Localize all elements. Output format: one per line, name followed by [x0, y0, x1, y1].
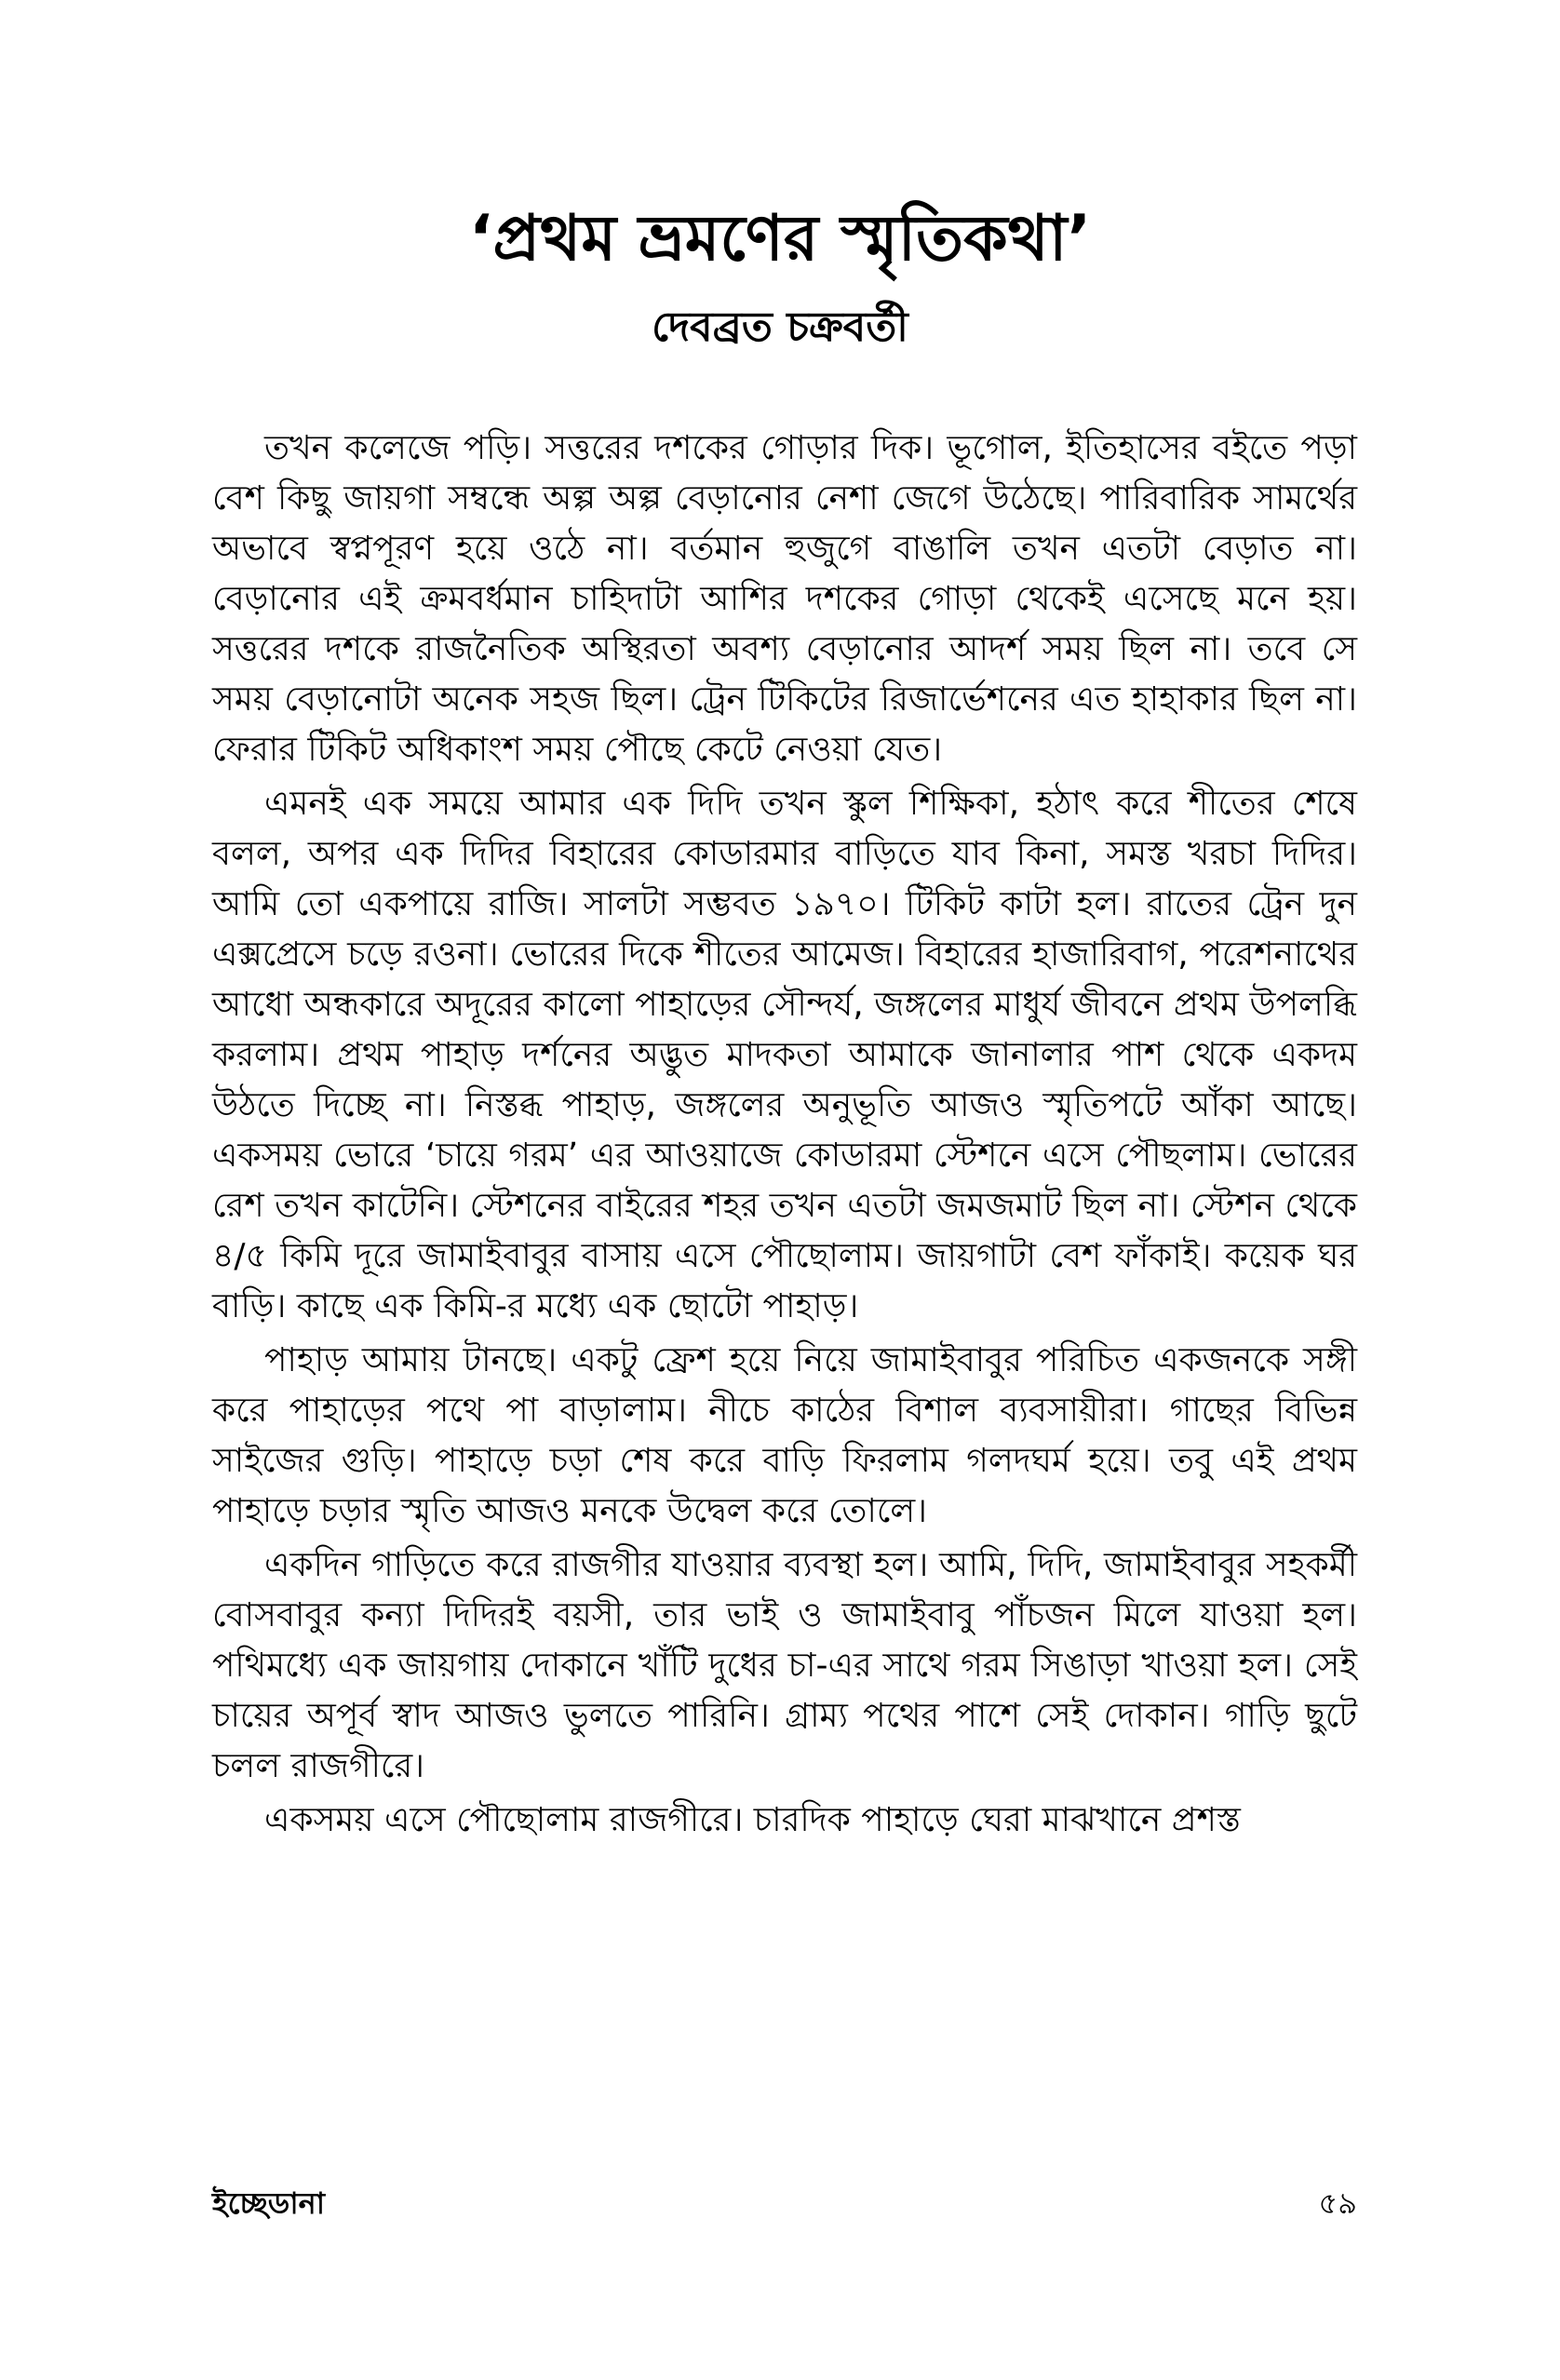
- article-title: ‘প্রথম ভ্রমণের স্মৃতিকথা’: [468, 202, 1092, 276]
- article-body: [212, 424, 1357, 1849]
- paragraph-1: তখন কলেজে পড়ি। সত্তরের দশকের গোড়ার দিক। ভূগোল, ইতিহাসের বইতে পড়া বেশ কিছু জায়গা সম্বন্ধে অল্প অল্প বেড়ানোর নেশা জেগে উঠেছে। পারিবারিক সামর্থের অভাবে স্বপ্নপূরণ হয়ে ওঠে না। বর্তমান হুজুগে বাঙালি তখন এতটা বেড়াত না। বেড়ানোর এই ক্রমবর্ধমান চাহিদাটা আশির দশকের গোড়া থেকেই এসেছে মনে হয়। সত্তরের দশকে রাজনৈতিক অস্থিরতা অবশ্য বেড়ানোর আদর্শ সময় ছিল না। তবে সে সময় বেড়ানোটা অনেক সহজ ছিল। ট্রেন টিকিটের রিজার্ভেশনের এত হাহাকার ছিল না। ফেরার টিকিট অধিকাংশ সময় পৌছে কেটে নেওয়া যেত।: [212, 429, 1357, 769]
- footer-magazine-name: ইচ্ছেডানা: [212, 2185, 326, 2221]
- paragraph-3: পাহাড় আমায় টানছে। একটু ফ্রেশ হয়ে নিয়ে জামাইবাবুর পরিচিত একজনকে সঙ্গী করে পাহাড়ের পথে পা বাড়ালাম। নীচে কাঠের বিশাল ব্যবসায়ীরা। গাছের বিভিন্ন সাইজের গুড়ি। পাহাড়ে চড়া শেষ করে বাড়ি ফিরলাম গলদঘর্ম হয়ে। তবু এই প্রথম পাহাড়ে চড়ার স্মৃতি আজও মনকে উদ্বেল করে তোলে।: [212, 1341, 1357, 1530]
- paragraph-4: একদিন গাড়িতে করে রাজগীর যাওয়ার ব্যবস্থা হল। আমি, দিদি, জামাইবাবুর সহকর্মী বোসবাবুর কন্যা দিদিরই বয়সী, তার ভাই ও জামাইবাবু পাঁচজন মিলে যাওয়া হল। পথিমধ্যে এক জায়গায় দোকানে খাঁটি দুধের চা-এর সাথে গরম সিঙাড়া খাওয়া হল। সেই চায়ের অপূর্ব স্বাদ আজও ভুলতে পারিনি। গ্রাম্য পথের পাশে সেই দোকান। গাড়ি ছুটে চলল রাজগীরে।: [212, 1546, 1357, 1785]
- paragraph-5: একসময় এসে পৌছোলাম রাজগীরে। চারদিক পাহাড়ে ঘেরা মাঝখানে প্রশস্ত: [264, 1801, 1241, 1839]
- footer-page-number: ৫৯: [1318, 2185, 1357, 2221]
- article-author: দেবব্রত চক্রবর্তী: [652, 303, 908, 351]
- paragraph-2: এমনই এক সময়ে আমার এক দিদি তখন স্কুল শিক্ষিকা, হঠাৎ করে শীতের শেষে বলল, অপর এক দিদির বিহারের কোডারমার বাড়িতে যাব কিনা, সমস্ত খরচা দিদির। আমি তো একপায়ে রাজি। সালটা সম্ভবত ১৯৭০। টিকিট কাটা হল। রাতের ট্রেন দুন এক্সপ্রেসে চড়ে রওনা। ভোরের দিকে শীতের আমেজ। বিহারের হাজারিবাগ, পরেশনাথের আধো অন্ধকারে অদূরের কালো পাহাড়ের সৌন্দর্য, জঙ্গলের মাধুর্য জীবনে প্রথম উপলব্ধি করলাম। প্রথম পাহাড় দর্শনের অদ্ভুত মাদকতা আমাকে জানালার পাশ থেকে একদম উঠতে দিচ্ছে না। নিস্তব্ধ পাহাড়, জঙ্গলের অনুভূতি আজও স্মৃতিপটে আঁকা আছে। একসময় ভোরে ‘চায়ে গরম’ এর আওয়াজে কোডারমা স্টেশনে এসে পৌছলাম। ভোরের রেশ তখন কাটেনি। স্টেশনের বাইরের শহর তখন এতটা জমজমাট ছিল না। স্টেশন থেকে ৪/৫ কিমি দূরে জামাইবাবুর বাসায় এসে পৌছোলাম। জায়গাটা বেশ ফাঁকাই। কয়েক ঘর বাড়ি। কাছে এক কিমি-র মধ্যে এক ছোটো পাহাড়।: [212, 785, 1357, 1325]
